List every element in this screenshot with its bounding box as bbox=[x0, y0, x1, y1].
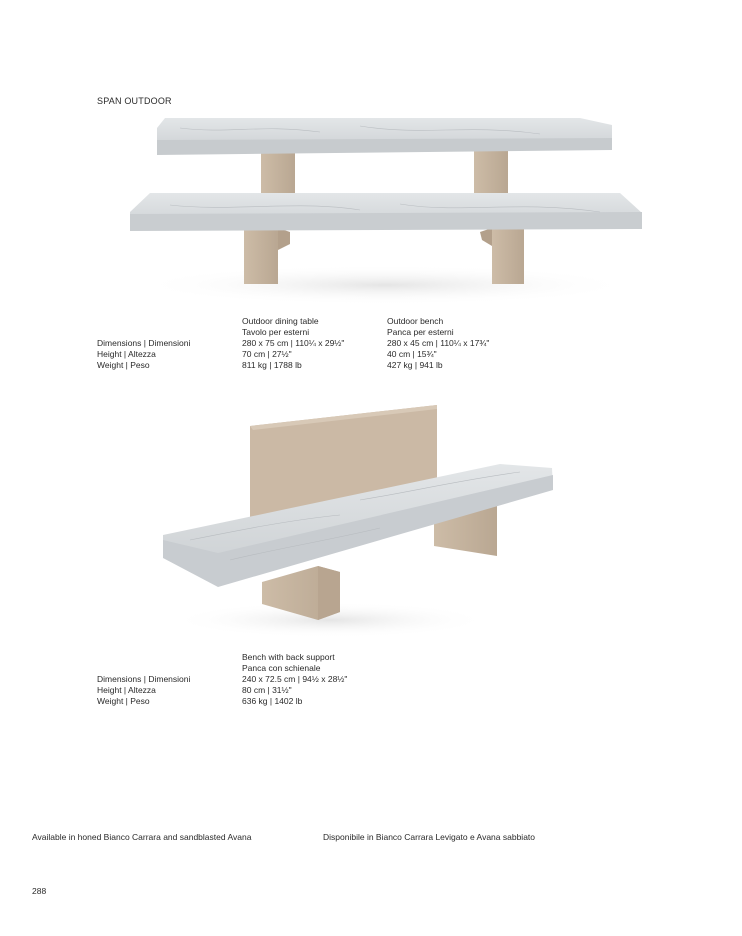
spec-table bbox=[242, 316, 344, 371]
footer-availability-it: Disponibile in Bianco Carrara Levigato e Avana sabbiato bbox=[323, 832, 536, 842]
footer-availability-en: Available in honed Bianco Carrara and sandblasted Avana bbox=[32, 832, 252, 842]
bench-dimensions: 280 x 45 cm | 110¼ x 17¾" bbox=[387, 338, 490, 348]
table-name-en: Outdoor dining table bbox=[242, 316, 319, 326]
table-leg-left bbox=[261, 150, 295, 195]
bench-height: 40 cm | 15¾" bbox=[387, 349, 437, 359]
bench-back-dimensions: 240 x 72.5 cm | 94½ x 28½" bbox=[242, 674, 348, 684]
page-number: 288 bbox=[32, 886, 47, 896]
label-dimensions: Dimensions | Dimensioni bbox=[97, 338, 191, 348]
label-height: Height | Altezza bbox=[97, 349, 156, 359]
bench-back-name-en: Bench with back support bbox=[242, 652, 335, 662]
section-title: SPAN OUTDOOR bbox=[97, 96, 172, 106]
label-weight: Weight | Peso bbox=[97, 360, 150, 370]
bench-name-it: Panca per esterni bbox=[387, 327, 454, 337]
label-height: Height | Altezza bbox=[97, 685, 156, 695]
bench-leg-right bbox=[492, 228, 524, 284]
spec-labels-2 bbox=[97, 674, 190, 707]
bench-leg-right-side bbox=[480, 228, 492, 246]
bench-weight: 427 kg | 941 lb bbox=[387, 360, 443, 370]
bench-back-name-it: Panca con schienale bbox=[242, 663, 321, 673]
bench-leg-left bbox=[244, 228, 278, 284]
table-name-it: Tavolo per esterni bbox=[242, 327, 310, 337]
table-weight: 811 kg | 1788 lb bbox=[242, 360, 302, 370]
bench-name-en: Outdoor bench bbox=[387, 316, 444, 326]
table-height: 70 cm | 27½" bbox=[242, 349, 292, 359]
table-leg-right bbox=[474, 150, 508, 195]
spec-labels-1 bbox=[97, 338, 190, 371]
label-dimensions: Dimensions | Dimensioni bbox=[97, 674, 191, 684]
table-shadow bbox=[135, 265, 635, 305]
label-weight: Weight | Peso bbox=[97, 696, 150, 706]
bench-back-height: 80 cm | 31½" bbox=[242, 685, 292, 695]
bench-back-leg-left-front bbox=[318, 566, 340, 620]
bench-back-weight: 636 kg | 1402 lb bbox=[242, 696, 303, 706]
table-top-edge bbox=[157, 138, 612, 155]
spec-bench-back bbox=[242, 652, 347, 707]
table-dimensions: 280 x 75 cm | 110¼ x 29½" bbox=[242, 338, 345, 348]
spec-bench bbox=[387, 316, 489, 371]
bench-seat-edge bbox=[130, 212, 642, 231]
bench-leg-left-side bbox=[278, 228, 290, 250]
